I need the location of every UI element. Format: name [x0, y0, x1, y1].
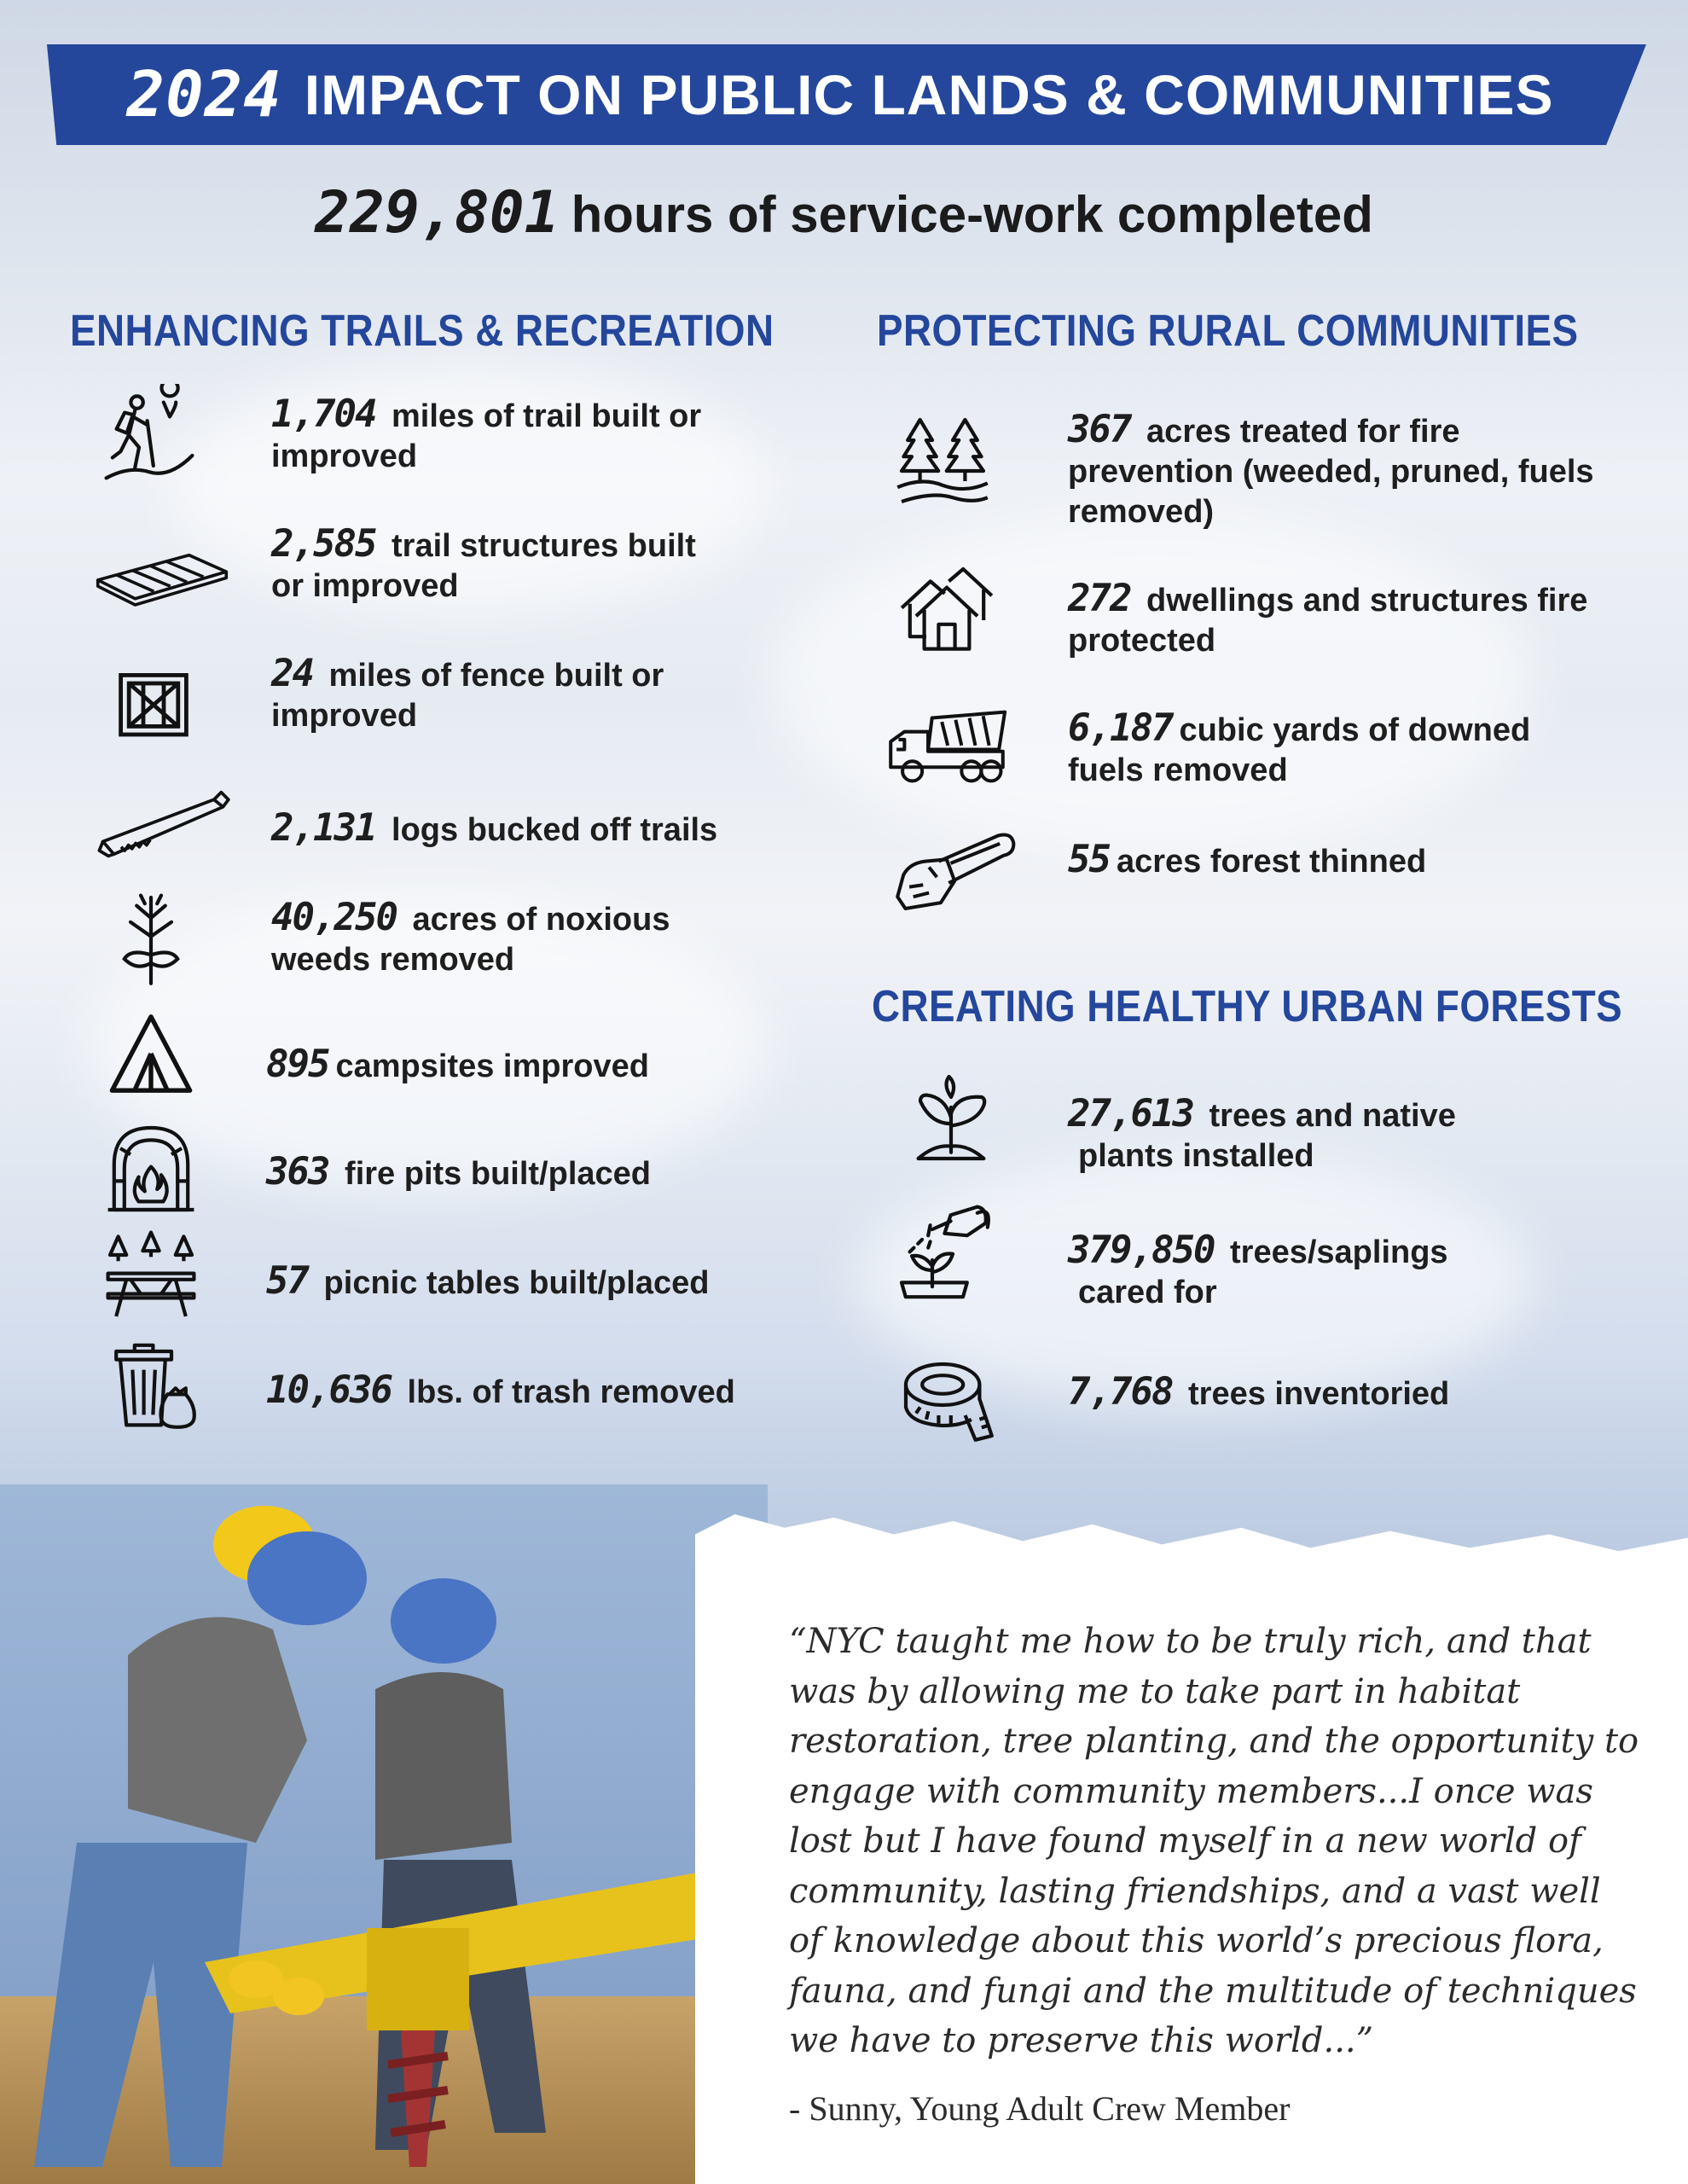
stat-text: [1068, 839, 1665, 882]
houses-icon: [891, 555, 1002, 665]
stat-text: [1068, 1094, 1665, 1176]
stat-value: 10,636: [266, 1368, 392, 1412]
stat-text: [266, 1261, 812, 1304]
banner-year: 2024: [126, 58, 282, 131]
stat-text: [271, 653, 817, 736]
stat-text: [266, 1044, 812, 1087]
stat-label: miles of trail built or: [392, 398, 702, 434]
weed-icon: [96, 883, 206, 994]
page-title: [47, 44, 1633, 145]
stat-label-line2: prevention (weeded, pruned, fuels: [1068, 454, 1594, 490]
stat-text: [271, 394, 817, 477]
stat-text: [271, 897, 817, 980]
stat-label: trees inventoried: [1188, 1376, 1450, 1412]
stat-text: [266, 1152, 812, 1194]
stat-text: [1068, 708, 1665, 791]
section-title-rural: PROTECTING RURAL COMMUNITIES: [877, 306, 1579, 356]
stat-label: trail structures built: [392, 528, 696, 564]
stat-label: cubic yards of downed: [1179, 712, 1531, 748]
tape-measure-icon: [891, 1339, 1002, 1450]
stat-value: 895: [266, 1043, 329, 1086]
dump-truck-icon: [879, 691, 1015, 802]
stat-label: campsites improved: [335, 1048, 649, 1084]
stat-text: [266, 1370, 812, 1413]
stat-text: [1068, 1372, 1665, 1414]
stat-value: 2,585: [271, 522, 376, 566]
stat-label-line2: cared for: [1078, 1275, 1217, 1310]
stat-label-line3: removed): [1068, 494, 1215, 530]
testimonial-quote: “NYC taught me how to be truly rich, and that was by allowing me to take part in habitat restoration, tree planting, and the opportunity to engage with community members...I once was lost but I have found myself in a new world of community, lasting friendships, and a vast well of knowledge about this world’s precious flora, fauna, and fungi and the multitude of techniques we have to preserve this world...”: [789, 1622, 1639, 2060]
hours-label: hours of service-work completed: [571, 186, 1373, 243]
stat-label-line2: weeds removed: [271, 942, 515, 978]
boardwalk-icon: [85, 520, 239, 631]
stat-text: [1068, 578, 1682, 661]
stat-value: 367: [1068, 408, 1131, 451]
fire-pit-icon: [96, 1113, 206, 1224]
stat-label: logs bucked off trails: [392, 812, 718, 848]
stat-label-line2: protected: [1068, 623, 1216, 659]
stat-text: [271, 524, 817, 607]
picnic-table-icon: [96, 1220, 206, 1331]
stat-label: fire pits built/placed: [345, 1156, 651, 1192]
crew-photo: [0, 1484, 768, 2184]
fence-icon: [98, 648, 209, 759]
stat-value: 57: [266, 1259, 308, 1303]
stat-label-line2: improved: [271, 439, 418, 474]
stat-value: 363: [266, 1150, 329, 1194]
stat-value: 272: [1068, 577, 1131, 620]
stat-label: acres treated for fire: [1146, 414, 1460, 450]
trash-can-icon: [96, 1327, 206, 1438]
section-title-urban: CREATING HEALTHY URBAN FORESTS: [872, 982, 1623, 1031]
hours-summary: [0, 179, 1688, 247]
stat-value: 379,850: [1068, 1228, 1215, 1272]
hours-value: 229,801: [315, 179, 560, 247]
stat-label: lbs. of trash removed: [407, 1374, 735, 1410]
watering-can-icon: [887, 1194, 998, 1305]
cloud: [768, 512, 1535, 853]
stat-value: 7,768: [1068, 1370, 1173, 1414]
chainsaw-icon: [885, 815, 1022, 926]
stat-value: 24: [271, 652, 313, 695]
stat-label-line2: plants installed: [1078, 1138, 1314, 1174]
stat-value: 40,250: [271, 896, 397, 939]
stat-value: 55: [1068, 838, 1110, 881]
stat-label: trees and native: [1209, 1098, 1456, 1134]
banner-title: IMPACT ON PUBLIC LANDS & COMMUNITIES: [304, 63, 1554, 126]
stat-value: 27,613: [1068, 1092, 1193, 1136]
stat-label-line2: improved: [271, 698, 418, 734]
stat-value: 1,704: [271, 392, 376, 436]
stat-label: picnic tables built/placed: [323, 1265, 710, 1301]
section-title-trails: ENHANCING TRAILS & RECREATION: [70, 306, 774, 356]
stat-label: dwellings and structures fire: [1146, 583, 1588, 619]
stat-label: acres of noxious: [412, 902, 670, 938]
stat-text: [271, 808, 817, 851]
crew-photo-illustration: [0, 1484, 768, 2184]
stat-label: acres forest thinned: [1116, 844, 1427, 880]
stat-label: trees/saplings: [1230, 1234, 1448, 1270]
stat-label-line2: or improved: [271, 568, 459, 604]
stat-text: [1068, 1230, 1665, 1313]
saw-icon: [85, 768, 239, 879]
stat-value: 2,131: [271, 806, 376, 850]
stat-value: 6,187: [1068, 706, 1173, 750]
stat-label: miles of fence built or: [328, 658, 664, 694]
stat-text: [1068, 410, 1665, 532]
stat-label-line2: fuels removed: [1068, 752, 1288, 788]
hiker-icon: [94, 380, 205, 491]
sprout-icon: [896, 1062, 1006, 1173]
trees-icon: [887, 405, 998, 516]
quote-attribution: - Sunny, Young Adult Crew Member: [789, 2089, 1291, 2128]
tent-icon: [96, 998, 206, 1109]
